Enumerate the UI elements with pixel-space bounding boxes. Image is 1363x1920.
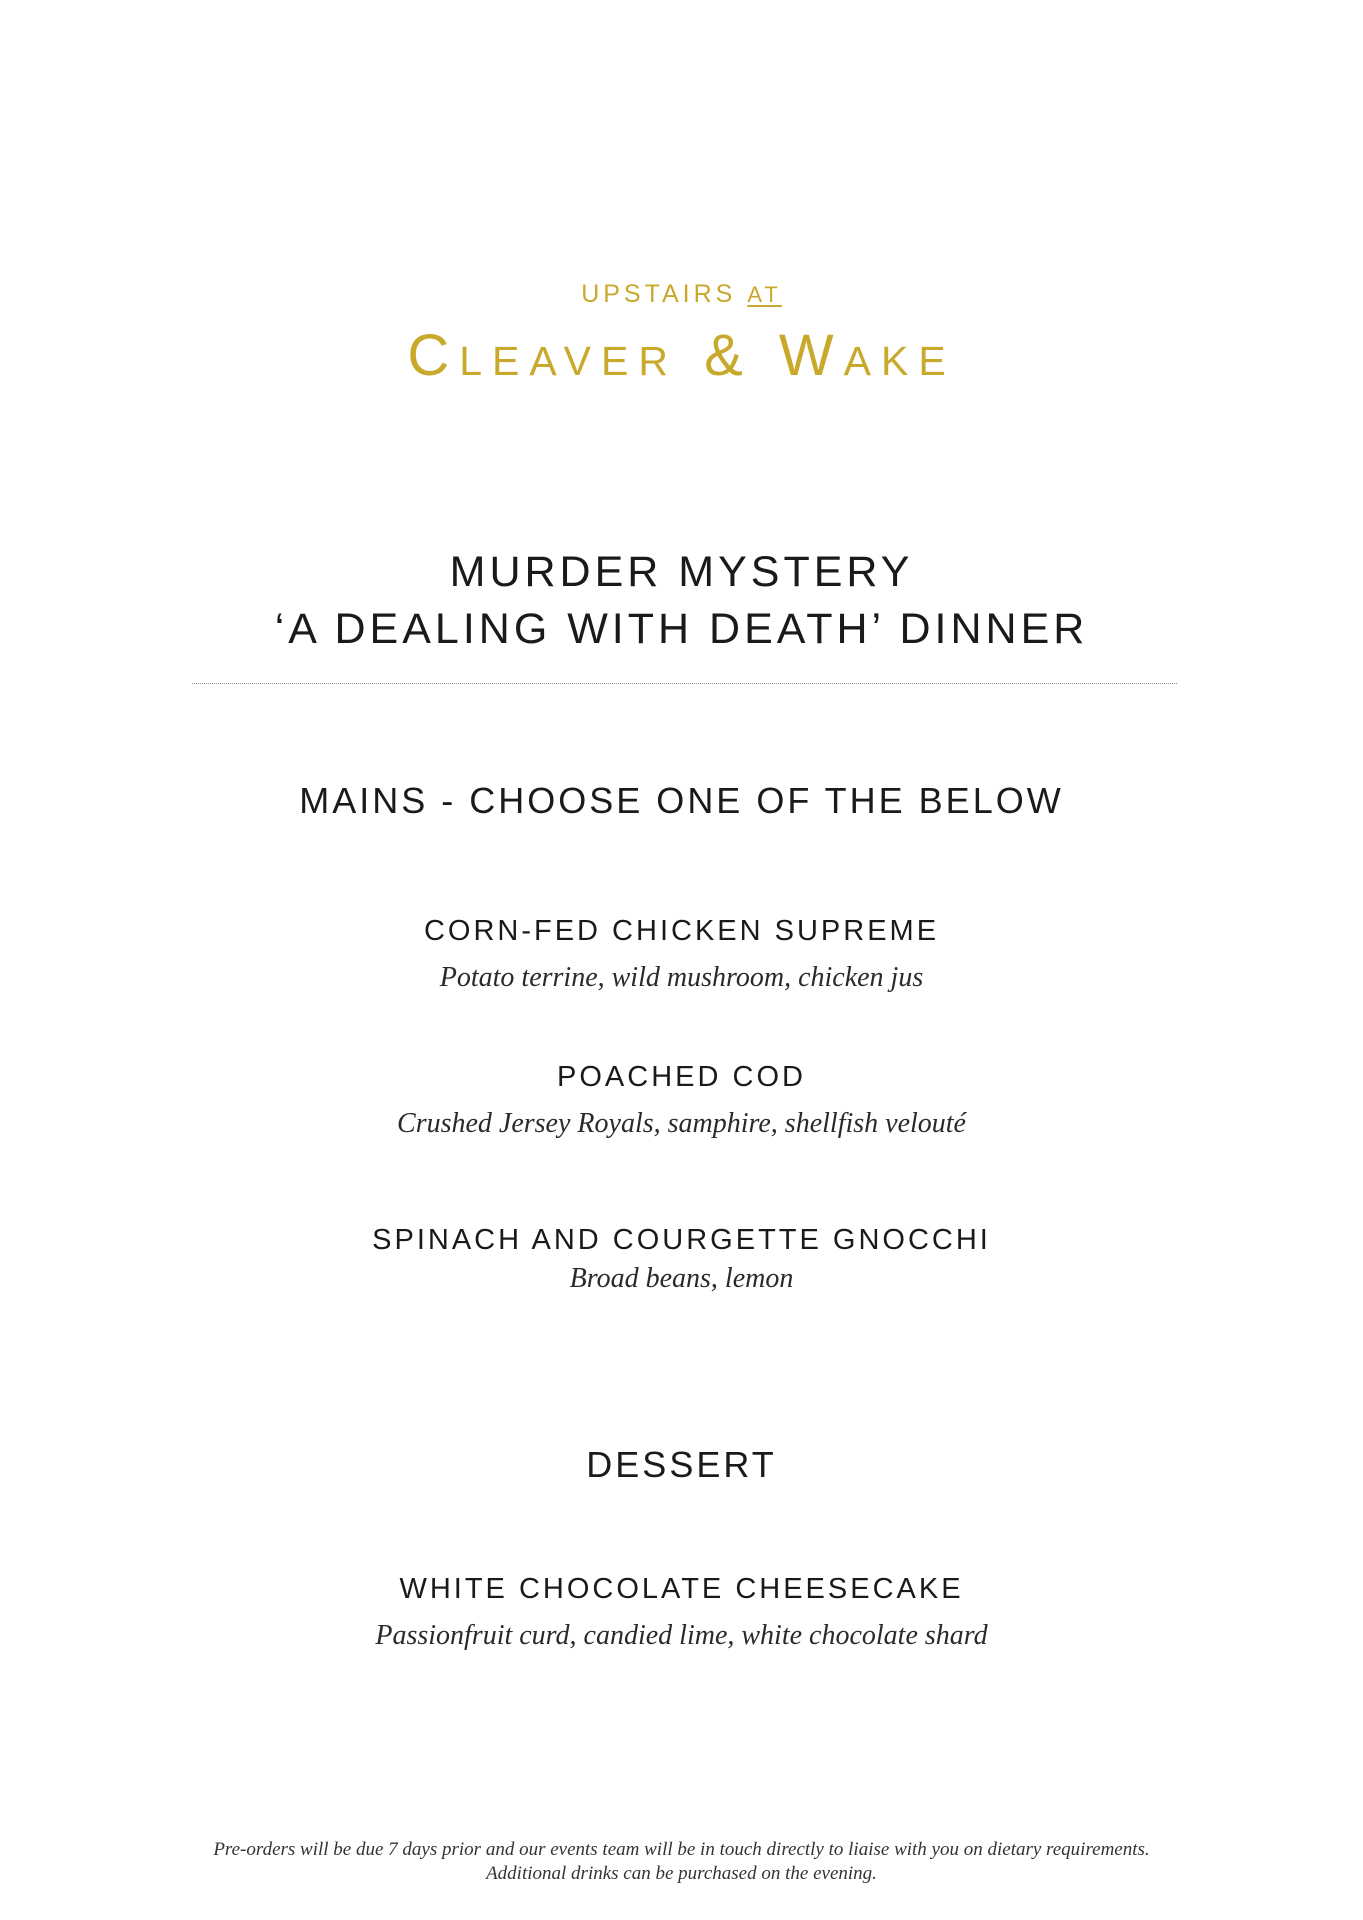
menu-item-name: SPINACH AND COURGETTE GNOCCHI bbox=[372, 1224, 991, 1256]
mains-heading: MAINS - CHOOSE ONE OF THE BELOW bbox=[299, 780, 1064, 821]
menu-item-name: CORN-FED CHICKEN SUPREME bbox=[423, 915, 940, 947]
menu-title-line-1: MURDER MYSTERY bbox=[449, 548, 914, 596]
menu-item-description: Crushed Jersey Royals, samphire, shellfish velouté bbox=[397, 1108, 966, 1139]
logo-restaurant-name: Cleaver & Wake bbox=[407, 323, 956, 388]
logo-upstairs-text: UPSTAIRS bbox=[581, 280, 737, 308]
logo-upstairs-at bbox=[0, 280, 1363, 309]
logo-at-text: AT bbox=[747, 282, 782, 307]
dessert-item-name: WHITE CHOCOLATE CHEESECAKE bbox=[399, 1573, 964, 1605]
menu-item-description: Potato terrine, wild mushroom, chicken jus bbox=[439, 962, 924, 993]
menu-item-description: Broad beans, lemon bbox=[569, 1263, 794, 1294]
footer-note-line-1: Pre-orders will be due 7 days prior and our events team will be in touch directly to liaise with you on dietary requirements. bbox=[213, 1839, 1150, 1860]
menu-item-name: POACHED COD bbox=[557, 1061, 806, 1093]
dessert-item-description: Passionfruit curd, candied lime, white chocolate shard bbox=[375, 1620, 988, 1651]
menu-title-line-2: ‘A DEALING WITH DEATH’ DINNER bbox=[274, 605, 1089, 653]
dessert-heading: DESSERT bbox=[586, 1444, 777, 1485]
dotted-divider bbox=[192, 683, 1177, 684]
footer-note-line-2: Additional drinks can be purchased on the evening. bbox=[486, 1863, 877, 1884]
